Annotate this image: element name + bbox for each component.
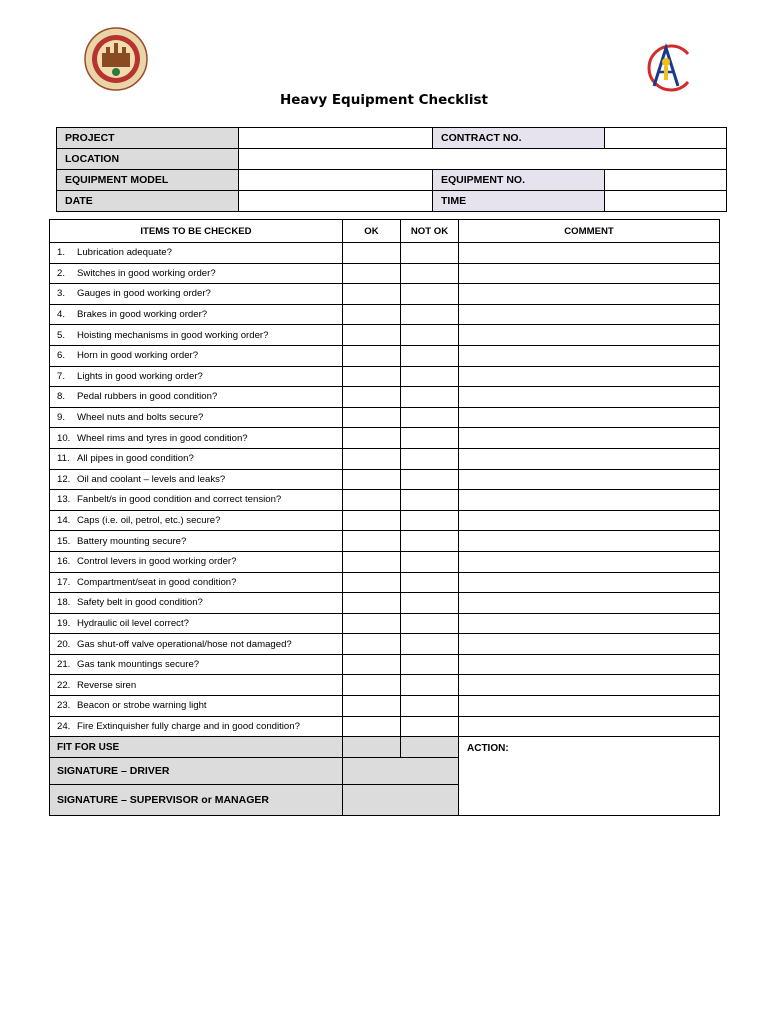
not-ok-column-header: NOT OK [401, 220, 459, 243]
comment-cell[interactable] [459, 716, 720, 737]
item-text: Fire Extinquisher fully charge and in good condition? [77, 720, 300, 732]
checklist-item [50, 428, 343, 449]
comment-cell[interactable] [459, 634, 720, 655]
project-label: PROJECT [57, 128, 239, 149]
ok-cell[interactable] [343, 243, 401, 264]
comment-column-header: COMMENT [459, 220, 720, 243]
checklist-row [50, 572, 720, 593]
checklist-row [50, 613, 720, 634]
checklist-item [50, 407, 343, 428]
date-field[interactable] [239, 191, 433, 212]
not-ok-cell[interactable] [401, 593, 459, 614]
ok-cell[interactable] [343, 613, 401, 634]
checklist-row [50, 243, 720, 264]
checklist-row [50, 634, 720, 655]
item-text: Lights in good working order? [77, 370, 203, 382]
item-text: Pedal rubbers in good condition? [77, 391, 218, 403]
fit-for-use-not-ok-cell[interactable] [401, 737, 459, 758]
checklist-row [50, 593, 720, 614]
not-ok-cell[interactable] [401, 490, 459, 511]
checklist-row [50, 448, 720, 469]
ok-cell[interactable] [343, 490, 401, 511]
item-number: 12. [57, 473, 71, 485]
item-text: Hydraulic oil level correct? [77, 617, 189, 629]
not-ok-cell[interactable] [401, 304, 459, 325]
comment-cell[interactable] [459, 675, 720, 696]
item-text: Fanbelt/s in good condition and correct tension? [77, 494, 282, 506]
ok-cell[interactable] [343, 428, 401, 449]
signature-supervisor-label: SIGNATURE – SUPERVISOR or MANAGER [50, 784, 343, 815]
item-number: 22. [57, 679, 71, 691]
item-number: 14. [57, 515, 71, 527]
item-number: 13. [57, 494, 71, 506]
item-number: 20. [57, 638, 71, 650]
comment-cell[interactable] [459, 469, 720, 490]
checklist-item [50, 572, 343, 593]
ok-cell[interactable] [343, 263, 401, 284]
comment-cell[interactable] [459, 243, 720, 264]
date-label: DATE [57, 191, 239, 212]
checklist-row [50, 696, 720, 717]
not-ok-cell[interactable] [401, 366, 459, 387]
ok-cell[interactable] [343, 387, 401, 408]
item-text: Oil and coolant – levels and leaks? [77, 473, 226, 485]
signature-driver-label: SIGNATURE – DRIVER [50, 757, 343, 784]
checklist-item [50, 510, 343, 531]
checklist-row [50, 654, 720, 675]
checklist-item [50, 284, 343, 305]
contract-no-label: CONTRACT NO. [433, 128, 605, 149]
checklist-row [50, 304, 720, 325]
comment-cell[interactable] [459, 613, 720, 634]
project-field[interactable] [239, 128, 433, 149]
checklist-item [50, 593, 343, 614]
item-number: 9. [57, 412, 66, 424]
equipment-no-label: EQUIPMENT NO. [433, 170, 605, 191]
equipment-no-field[interactable] [605, 170, 727, 191]
checklist-row [50, 407, 720, 428]
checklist-row [50, 387, 720, 408]
item-text: Wheel nuts and bolts secure? [77, 412, 204, 424]
company-logo [638, 42, 694, 92]
checklist-item [50, 263, 343, 284]
action-box[interactable] [459, 737, 720, 816]
signature-supervisor-field[interactable] [343, 784, 459, 815]
checklist-item [50, 243, 343, 264]
item-text: Battery mounting secure? [77, 535, 187, 547]
item-text: Gas tank mountings secure? [77, 659, 200, 671]
comment-cell[interactable] [459, 325, 720, 346]
checklist-row [50, 345, 720, 366]
item-number: 18. [57, 597, 71, 609]
checklist-item [50, 696, 343, 717]
comment-cell[interactable] [459, 345, 720, 366]
item-text: Gauges in good working order? [77, 288, 211, 300]
checklist-item [50, 366, 343, 387]
comment-cell[interactable] [459, 407, 720, 428]
item-text: Wheel rims and tyres in good condition? [77, 432, 248, 444]
ok-cell[interactable] [343, 325, 401, 346]
item-text: Safety belt in good condition? [77, 597, 203, 609]
comment-cell[interactable] [459, 428, 720, 449]
comment-cell[interactable] [459, 263, 720, 284]
item-number: 1. [57, 247, 66, 259]
page-title: Heavy Equipment Checklist [279, 92, 489, 108]
item-number: 23. [57, 700, 71, 712]
item-number: 24. [57, 720, 71, 732]
item-number: 10. [57, 432, 71, 444]
checklist-item [50, 469, 343, 490]
not-ok-cell[interactable] [401, 428, 459, 449]
items-column-header: ITEMS TO BE CHECKED [50, 220, 343, 243]
not-ok-cell[interactable] [401, 531, 459, 552]
item-text: Lubrication adequate? [77, 247, 172, 259]
header-info-table [56, 127, 727, 212]
item-text: Brakes in good working order? [77, 309, 208, 321]
comment-cell[interactable] [459, 366, 720, 387]
ok-cell[interactable] [343, 593, 401, 614]
not-ok-cell[interactable] [401, 448, 459, 469]
time-field[interactable] [605, 191, 727, 212]
checklist-table [49, 219, 720, 816]
time-label: TIME [433, 191, 605, 212]
item-text: Caps (i.e. oil, petrol, etc.) secure? [77, 515, 221, 527]
comment-cell[interactable] [459, 551, 720, 572]
item-text: Switches in good working order? [77, 267, 216, 279]
item-text: Reverse siren [77, 679, 137, 691]
location-label: LOCATION [57, 149, 239, 170]
ok-column-header: OK [343, 220, 401, 243]
ok-cell[interactable] [343, 572, 401, 593]
ok-cell[interactable] [343, 448, 401, 469]
comment-cell[interactable] [459, 531, 720, 552]
checklist-item [50, 531, 343, 552]
item-number: 4. [57, 309, 66, 321]
checklist-item [50, 675, 343, 696]
checklist-item [50, 345, 343, 366]
ok-cell[interactable] [343, 345, 401, 366]
checklist-item [50, 325, 343, 346]
not-ok-cell[interactable] [401, 284, 459, 305]
ok-cell[interactable] [343, 675, 401, 696]
checklist-row [50, 531, 720, 552]
comment-cell[interactable] [459, 593, 720, 614]
checklist-row [50, 716, 720, 737]
checklist-row [50, 490, 720, 511]
item-text: Hoisting mechanisms in good working order? [77, 329, 269, 341]
signature-driver-field[interactable] [343, 757, 459, 784]
item-number: 8. [57, 391, 66, 403]
item-number: 19. [57, 617, 71, 629]
comment-cell[interactable] [459, 284, 720, 305]
saudi-seal-logo [84, 27, 148, 91]
equipment-model-field[interactable] [239, 170, 433, 191]
item-text: All pipes in good condition? [77, 453, 194, 465]
ok-cell[interactable] [343, 366, 401, 387]
ok-cell[interactable] [343, 634, 401, 655]
not-ok-cell[interactable] [401, 716, 459, 737]
ok-cell[interactable] [343, 284, 401, 305]
item-number: 11. [57, 453, 70, 465]
location-field[interactable] [239, 149, 727, 170]
item-text: Control levers in good working order? [77, 556, 237, 568]
item-number: 3. [57, 288, 66, 300]
checklist-row [50, 366, 720, 387]
item-number: 7. [57, 370, 66, 382]
item-number: 6. [57, 350, 66, 362]
not-ok-cell[interactable] [401, 407, 459, 428]
checklist-item [50, 304, 343, 325]
item-number: 16. [57, 556, 71, 568]
item-number: 15. [57, 535, 71, 547]
comment-cell[interactable] [459, 510, 720, 531]
ok-cell[interactable] [343, 654, 401, 675]
checklist-item [50, 448, 343, 469]
comment-cell[interactable] [459, 448, 720, 469]
equipment-model-label: EQUIPMENT MODEL [57, 170, 239, 191]
checklist-item [50, 634, 343, 655]
checklist-row [50, 551, 720, 572]
checklist-row [50, 325, 720, 346]
contract-no-field[interactable] [605, 128, 727, 149]
action-label: ACTION: [467, 743, 509, 755]
not-ok-cell[interactable] [401, 345, 459, 366]
item-number: 17. [57, 576, 71, 588]
checklist-item [50, 654, 343, 675]
checklist-item [50, 387, 343, 408]
fit-for-use-ok-cell[interactable] [343, 737, 401, 758]
checklist-item [50, 716, 343, 737]
comment-cell[interactable] [459, 387, 720, 408]
ok-cell[interactable] [343, 469, 401, 490]
item-text: Compartment/seat in good condition? [77, 576, 237, 588]
item-text: Horn in good working order? [77, 350, 199, 362]
comment-cell[interactable] [459, 572, 720, 593]
comment-cell[interactable] [459, 654, 720, 675]
item-number: 5. [57, 329, 66, 341]
not-ok-cell[interactable] [401, 696, 459, 717]
not-ok-cell[interactable] [401, 634, 459, 655]
not-ok-cell[interactable] [401, 243, 459, 264]
checklist-item [50, 551, 343, 572]
ok-cell[interactable] [343, 696, 401, 717]
fit-for-use-label: FIT FOR USE [50, 737, 343, 758]
not-ok-cell[interactable] [401, 510, 459, 531]
ok-cell[interactable] [343, 304, 401, 325]
checklist-row [50, 469, 720, 490]
not-ok-cell[interactable] [401, 387, 459, 408]
item-text: Beacon or strobe warning light [77, 700, 207, 712]
comment-cell[interactable] [459, 696, 720, 717]
checklist-row [50, 263, 720, 284]
checklist-item [50, 613, 343, 634]
checklist-item [50, 490, 343, 511]
not-ok-cell[interactable] [401, 654, 459, 675]
checklist-row [50, 510, 720, 531]
item-text: Gas shut-off valve operational/hose not damaged? [77, 638, 292, 650]
ok-cell[interactable] [343, 551, 401, 572]
comment-cell[interactable] [459, 304, 720, 325]
not-ok-cell[interactable] [401, 572, 459, 593]
item-number: 2. [57, 267, 66, 279]
ok-cell[interactable] [343, 531, 401, 552]
checklist-row [50, 284, 720, 305]
not-ok-cell[interactable] [401, 263, 459, 284]
ok-cell[interactable] [343, 716, 401, 737]
comment-cell[interactable] [459, 490, 720, 511]
not-ok-cell[interactable] [401, 325, 459, 346]
checklist-row [50, 675, 720, 696]
ok-cell[interactable] [343, 407, 401, 428]
not-ok-cell[interactable] [401, 675, 459, 696]
ok-cell[interactable] [343, 510, 401, 531]
not-ok-cell[interactable] [401, 613, 459, 634]
item-number: 21. [57, 659, 71, 671]
not-ok-cell[interactable] [401, 551, 459, 572]
checklist-row [50, 428, 720, 449]
not-ok-cell[interactable] [401, 469, 459, 490]
